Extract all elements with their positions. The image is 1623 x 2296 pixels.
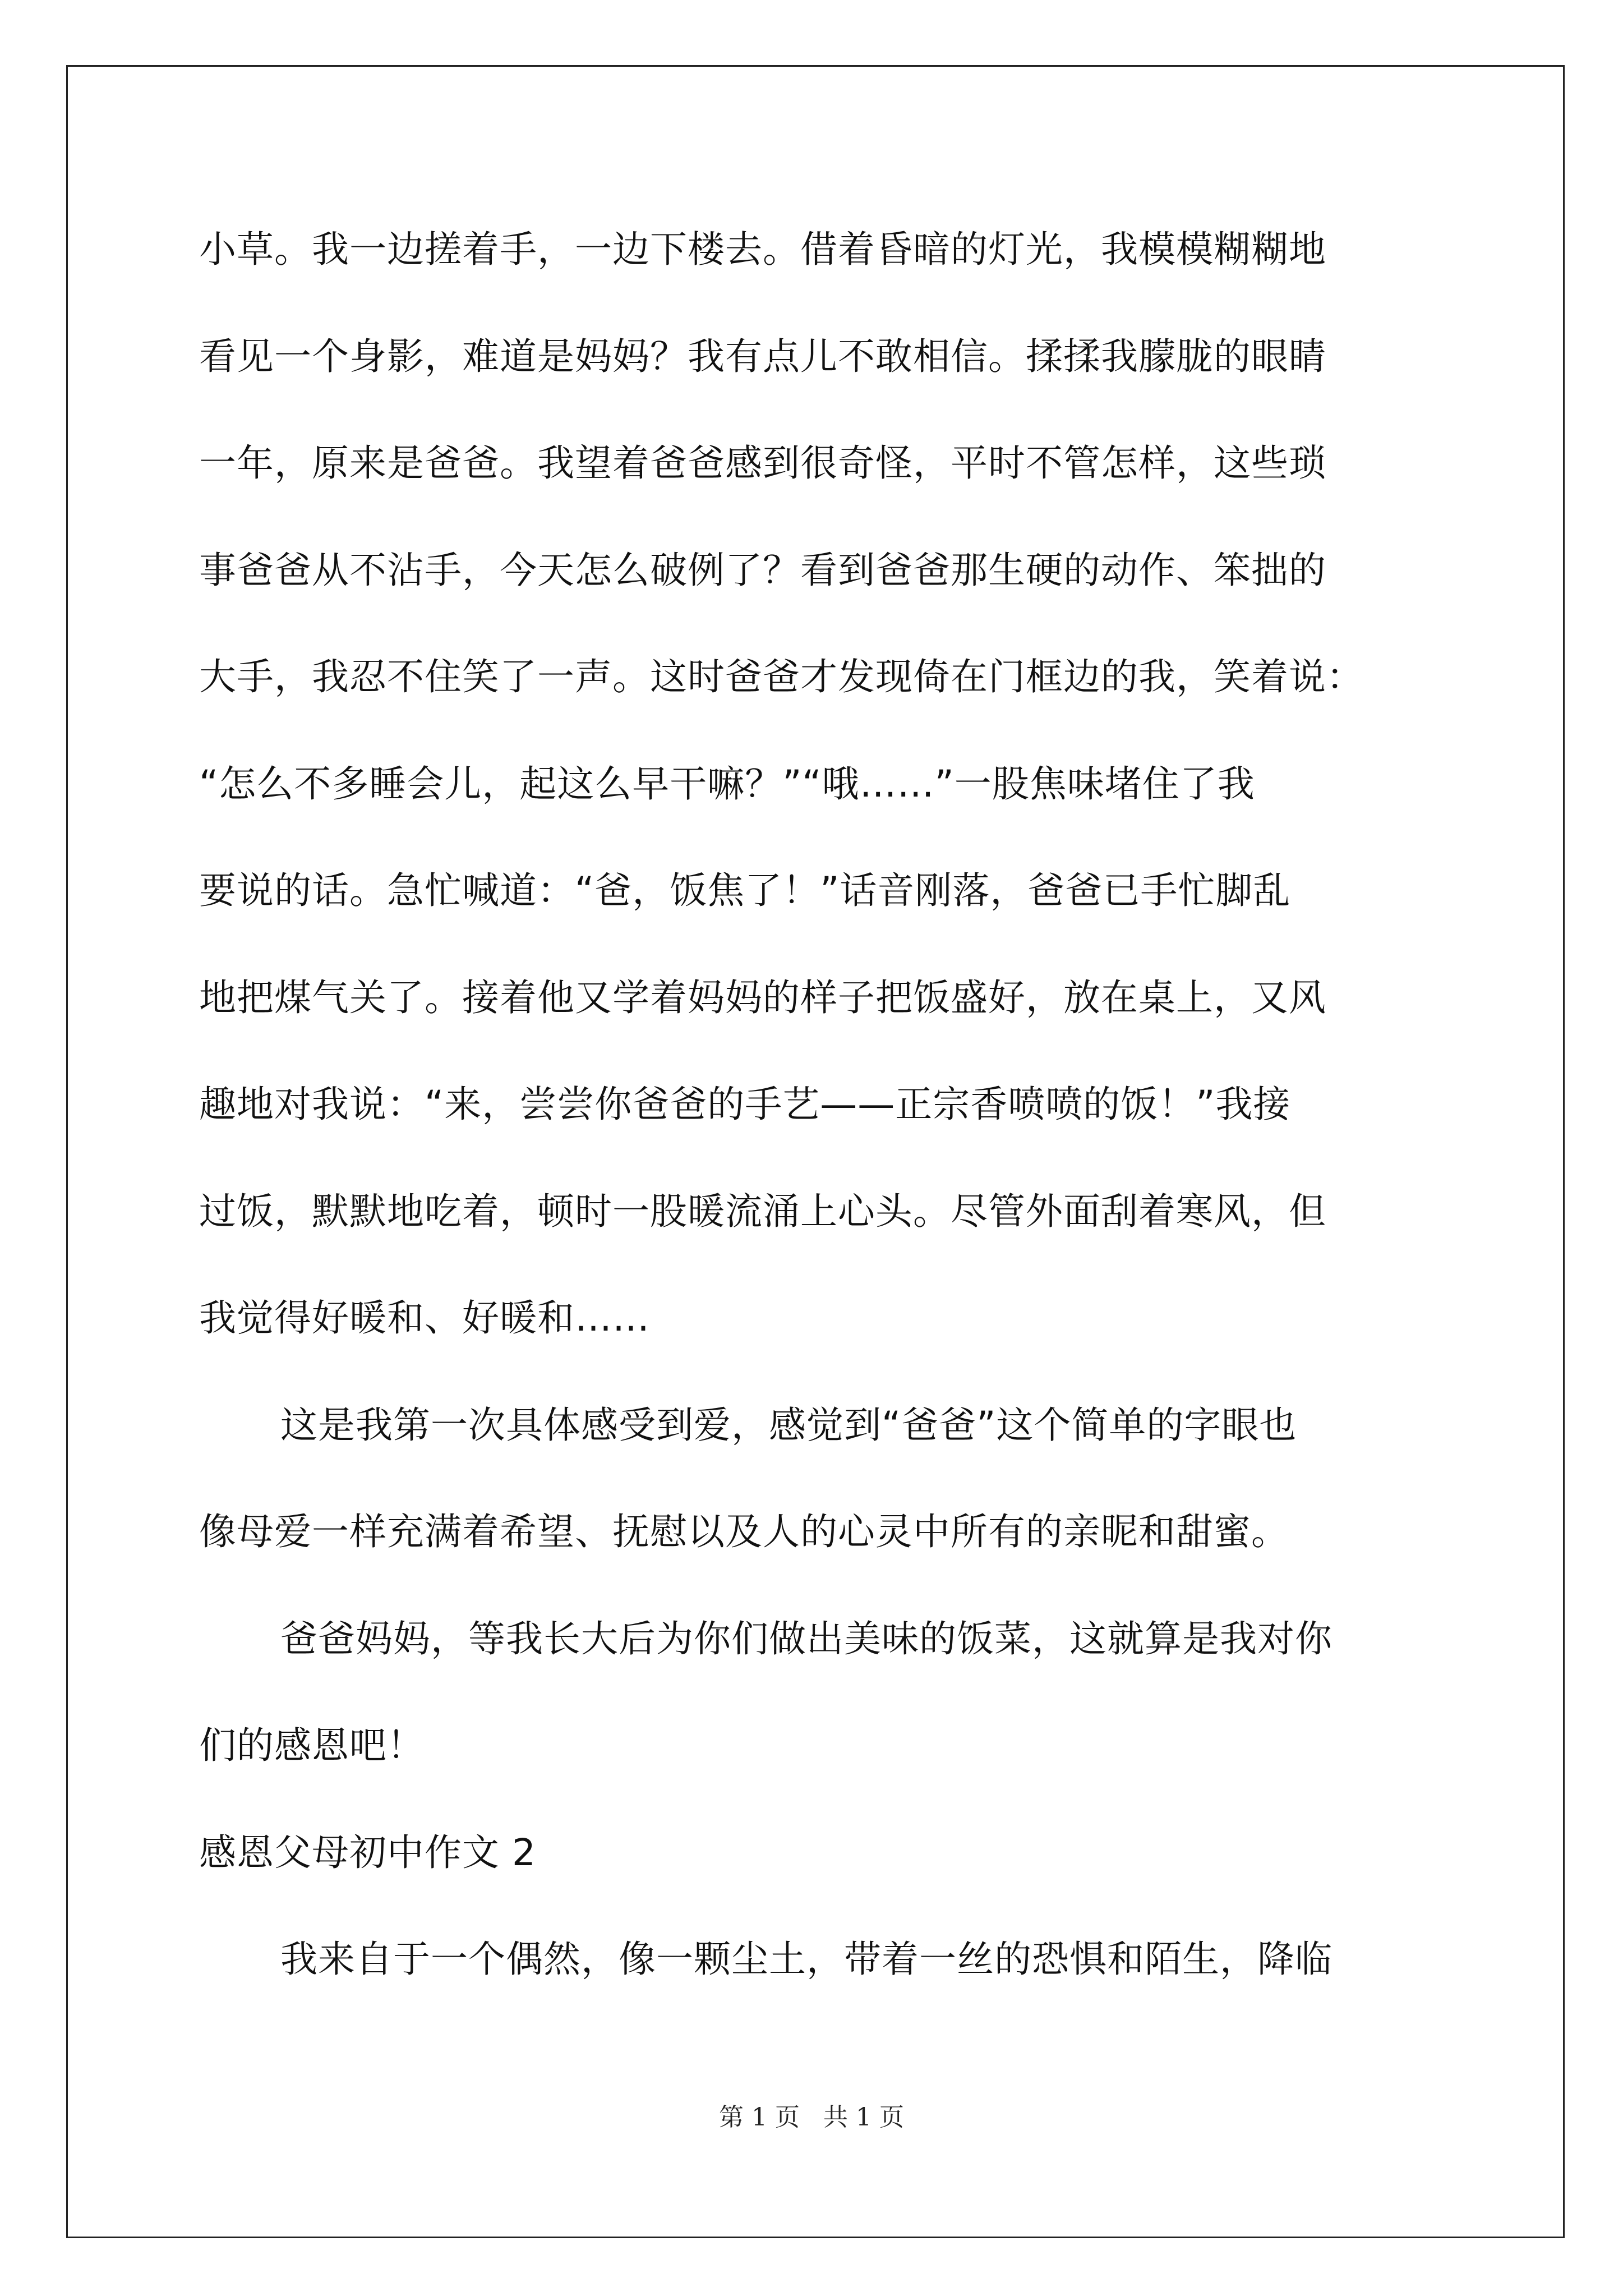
- text-line: 我觉得好暖和、好暖和……: [199, 1296, 650, 1340]
- text-line: 像母爱一样充满着希望、抚慰以及人的心灵中所有的亲昵和甜蜜。: [199, 1510, 1289, 1553]
- text-line: 一年，原来是爸爸。我望着爸爸感到很奇怪，平时不管怎样，这些琐: [199, 441, 1326, 485]
- page-total: 共 1 页: [823, 2103, 904, 2132]
- text-line: “怎么不多睡会儿，起这么早干嘛？”“哦……”一股焦味堵住了我: [199, 762, 1255, 806]
- text-line: 爸爸妈妈，等我长大后为你们做出美味的饭菜，这就算是我对你: [280, 1617, 1332, 1660]
- text-line: 事爸爸从不沾手，今天怎么破例了？看到爸爸那生硬的动作、笨拙的: [199, 548, 1326, 592]
- text-line: 大手，我忍不住笑了一声。这时爸爸才发现倚在门框边的我，笑着说：: [199, 655, 1364, 698]
- section-title: 感恩父母初中作文 2: [199, 1830, 536, 1874]
- text-line: 地把煤气关了。接着他又学着妈妈的样子把饭盛好，放在桌上，又风: [199, 976, 1326, 1019]
- text-line: 要说的话。急忙喊道：“爸，饭焦了！”话音刚落，爸爸已手忙脚乱: [199, 869, 1291, 912]
- page-number: 第 1 页: [719, 2103, 800, 2132]
- text-line: 趣地对我说：“来，尝尝你爸爸的手艺——正宗香喷喷的饭！”我接: [199, 1083, 1291, 1126]
- text-line: 小草。我一边搓着手，一边下楼去。借着昏暗的灯光，我模模糊糊地: [199, 228, 1326, 271]
- text-line: 这是我第一次具体感受到爱，感觉到“爸爸”这个简单的字眼也: [280, 1403, 1297, 1447]
- text-line: 看见一个身影，难道是妈妈？我有点儿不敢相信。揉揉我朦胧的眼睛: [199, 334, 1326, 378]
- text-line: 过饭，默默地吃着，顿时一股暖流涌上心头。尽管外面刮着寒风，但: [199, 1189, 1326, 1233]
- text-line: 我来自于一个偶然，像一颗尘土，带着一丝的恐惧和陌生，降临: [280, 1938, 1332, 1981]
- text-line: 们的感恩吧！: [199, 1724, 425, 1767]
- page-footer: [0, 2097, 1623, 2133]
- document-body: [199, 216, 1433, 2033]
